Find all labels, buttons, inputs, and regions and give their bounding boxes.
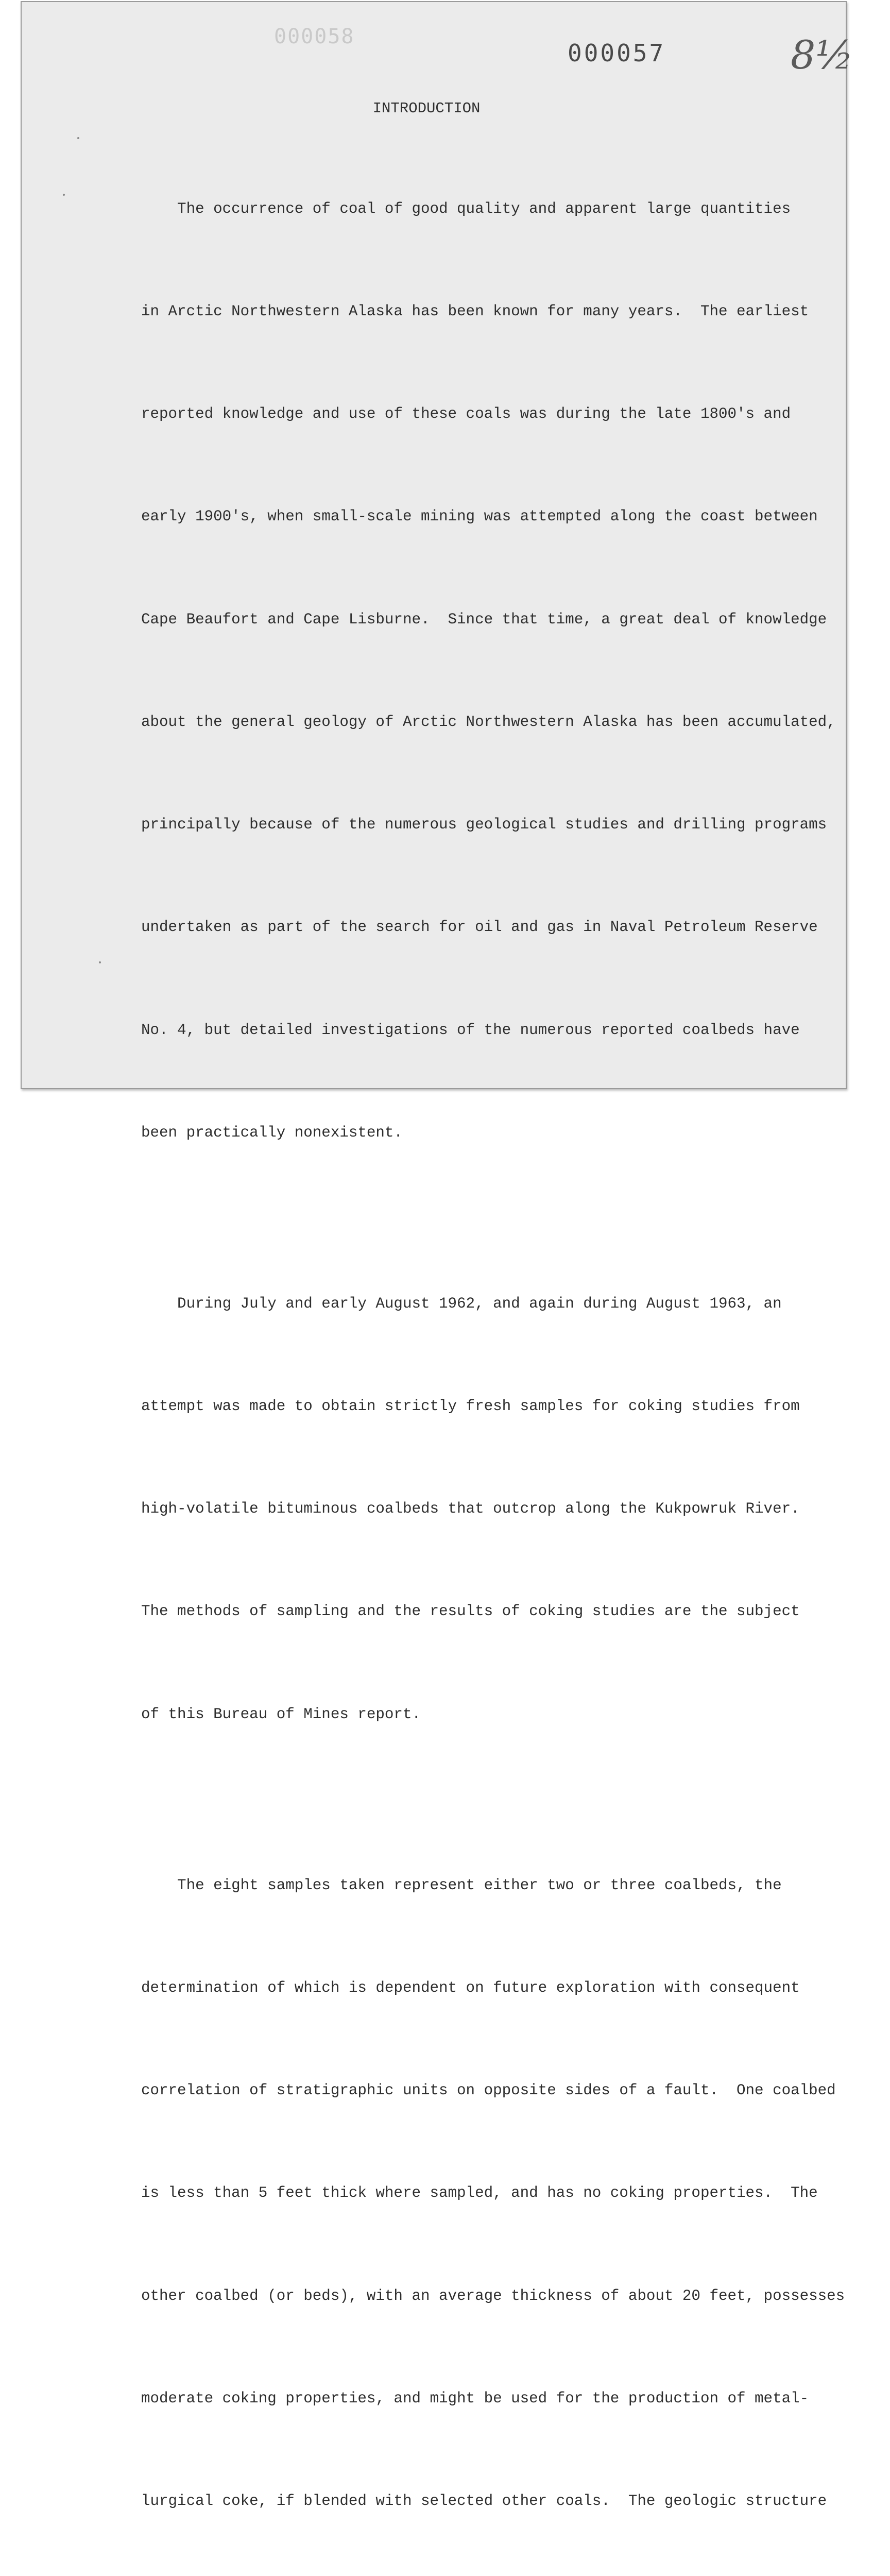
document-page	[21, 1, 854, 2510]
text-line: early 1900's, when small-scale mining was attempted along the coast between	[141, 508, 818, 526]
handwritten-note: 8½	[791, 32, 854, 78]
section-title: INTRODUCTION	[372, 100, 481, 117]
text-line: of this Bureau of Mines report.	[141, 1705, 421, 1723]
text-line: During July and early August 1962, and again during August 1963, an	[141, 1295, 782, 1312]
document-number: 000057	[568, 39, 666, 67]
text-line: been practically nonexistent.	[141, 1124, 403, 1141]
text-line: is less than 5 feet thick where sampled, and has no coking properties. The	[141, 2184, 818, 2202]
text-line: about the general geology of Arctic Northwestern Alaska has been accumulated,	[141, 713, 836, 731]
paper-speck	[99, 961, 101, 963]
text-line: lurgical coke, if blended with selected other coals. The geologic structure	[141, 2493, 827, 2510]
paragraph-3	[141, 1800, 852, 2576]
text-line: determination of which is dependent on future exploration with consequent	[141, 1979, 800, 1996]
text-line: The eight samples taken represent either two or three coalbeds, the	[141, 1876, 782, 1894]
text-line: correlation of stratigraphic units on opposite sides of a fault. One coalbed	[141, 2082, 836, 2099]
paper-speck	[63, 194, 65, 196]
text-line: other coalbed (or beds), with an average thickness of about 20 feet, possesses	[141, 2287, 845, 2304]
text-line: principally because of the numerous geological studies and drilling programs	[141, 816, 827, 834]
text-line: The methods of sampling and the results of coking studies are the subject	[141, 1603, 800, 1620]
text-line: The occurrence of coal of good quality and apparent large quantities	[141, 200, 791, 217]
faint-stamp-number: 000058	[274, 25, 355, 48]
text-line: high-volatile bituminous coalbeds that outcrop along the Kukpowruk River.	[141, 1500, 800, 1518]
paragraph-2	[141, 1218, 852, 1800]
body-text	[141, 124, 852, 2576]
text-line: moderate coking properties, and might be used for the production of metal-	[141, 2389, 809, 2407]
text-line: No. 4, but detailed investigations of the numerous reported coalbeds have	[141, 1021, 800, 1039]
text-line: reported knowledge and use of these coals was during the late 1800's and	[141, 405, 791, 423]
text-line: undertaken as part of the search for oil and gas in Naval Petroleum Reserve	[141, 919, 818, 936]
text-line: in Arctic Northwestern Alaska has been known for many years. The earliest	[141, 303, 809, 320]
text-line: Cape Beaufort and Cape Lisburne. Since that time, a great deal of knowledge	[141, 611, 827, 628]
text-line: attempt was made to obtain strictly fresh samples for coking studies from	[141, 1398, 800, 1415]
paper-speck	[77, 137, 79, 139]
paragraph-1	[141, 124, 852, 1218]
